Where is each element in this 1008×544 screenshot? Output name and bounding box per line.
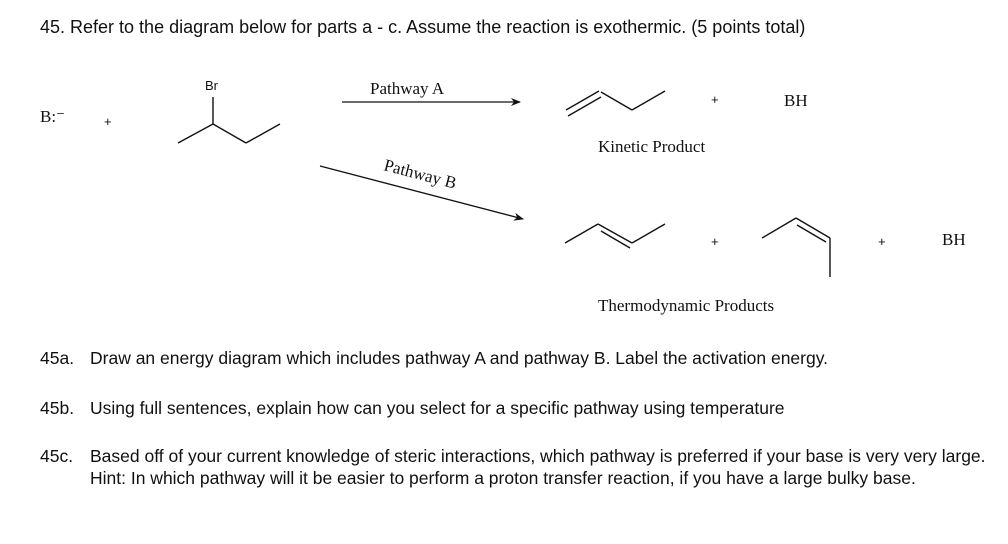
part-text: Draw an energy diagram which includes pathway A and pathway B. Label the activation energy.	[90, 348, 829, 368]
part-text: Using full sentences, explain how can you select for a specific pathway using temperature	[90, 398, 785, 418]
part-number: 45a.	[40, 348, 75, 368]
thermodynamic-products-label: Thermodynamic Products	[598, 296, 775, 315]
question-header: 45. Refer to the diagram below for parts a - c. Assume the reaction is exothermic. (5 points total)	[40, 17, 806, 37]
byproduct-label: BH	[784, 91, 808, 110]
part-text: Based off of your current knowledge of steric interactions, which pathway is preferred if your base is very very large. Hint: In which pathway will it be easier to perform a proton transfer reaction, if you have a large bulky base.	[90, 446, 986, 488]
thermodynamic-product-structure	[762, 218, 830, 277]
base-label: B:⁻	[40, 107, 66, 126]
byproduct-label: BH	[942, 230, 966, 249]
thermodynamic-product-structure	[565, 224, 665, 248]
plus-sign: +	[711, 92, 719, 107]
pathway-a-label: Pathway A	[370, 79, 445, 98]
part-number: 45c.	[40, 446, 74, 466]
bromine-label: Br	[205, 78, 218, 93]
kinetic-product-structure	[566, 91, 665, 116]
plus-sign: +	[104, 114, 112, 129]
kinetic-product-label: Kinetic Product	[598, 137, 706, 156]
plus-sign: +	[878, 234, 886, 249]
alkyl-bromide-structure	[178, 97, 280, 143]
pathway-b-label: Pathway B	[381, 155, 459, 193]
plus-sign: +	[711, 234, 719, 249]
part-number: 45b.	[40, 398, 75, 418]
